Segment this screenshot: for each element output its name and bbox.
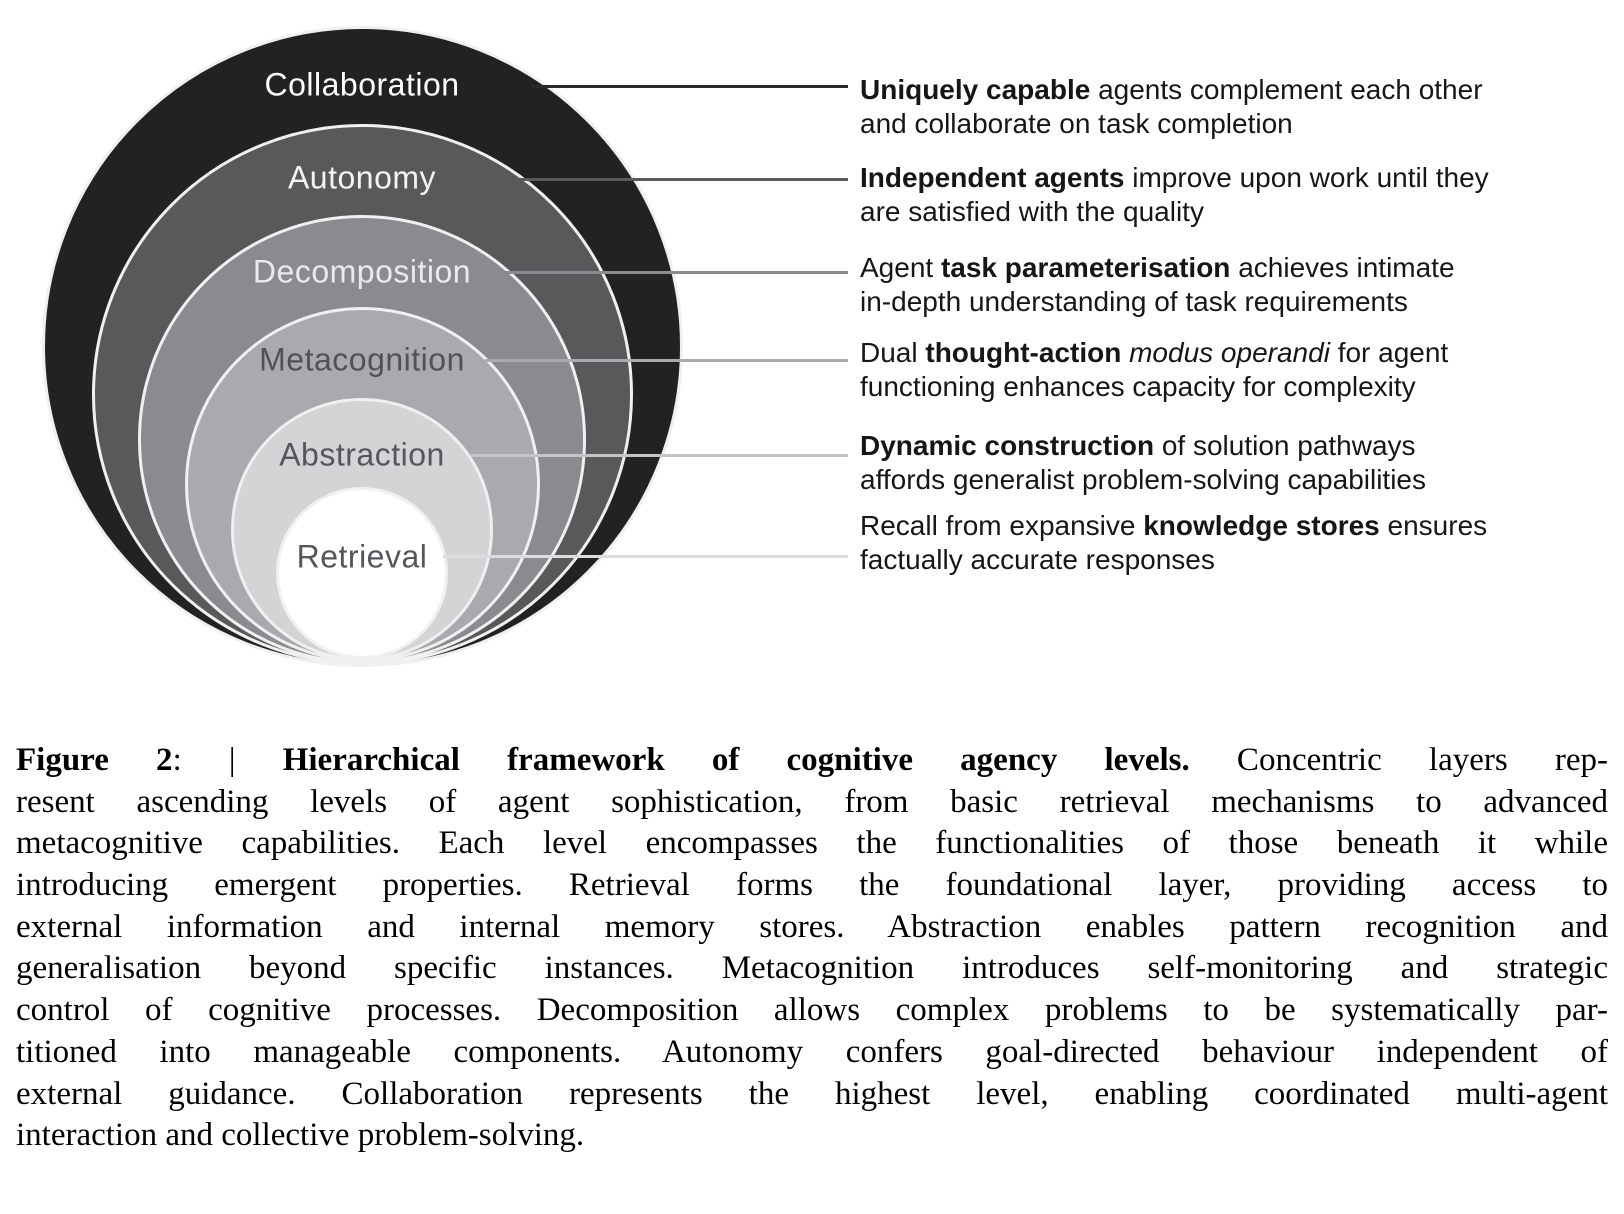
leader-line-decomposition xyxy=(505,271,848,274)
text-run: achieves intimate xyxy=(1230,252,1455,283)
text-run: knowledge stores xyxy=(1143,510,1380,541)
caption-line xyxy=(16,782,1608,824)
caption-line xyxy=(16,865,1608,907)
text-run: Figure 2 xyxy=(16,742,173,778)
description-line xyxy=(860,429,1426,463)
description-line xyxy=(860,336,1448,370)
layer-label-collaboration: Collaboration xyxy=(264,66,460,103)
leader-line-collaboration xyxy=(531,85,848,88)
description-decomposition xyxy=(860,251,1455,319)
caption-line xyxy=(16,948,1608,990)
text-run: metacognitive capabilities. Each level encompasses the functionalities of those beneath it while xyxy=(16,825,1608,862)
text-run: Independent agents xyxy=(860,162,1125,193)
text-run: Dynamic construction xyxy=(860,430,1155,461)
text-run: factually accurate responses xyxy=(860,544,1215,575)
description-line xyxy=(860,107,1483,141)
text-run: : | xyxy=(172,742,283,778)
text-run: for agent xyxy=(1329,337,1449,368)
text-run: and collaborate on task completion xyxy=(860,108,1293,139)
description-line xyxy=(860,73,1483,107)
description-metacognition xyxy=(860,336,1448,404)
text-run: task parameterisation xyxy=(940,252,1231,283)
text-run: affords generalist problem-solving capabilities xyxy=(860,464,1427,495)
layer-label-metacognition: Metacognition xyxy=(259,341,465,378)
description-line xyxy=(860,285,1455,319)
description-line xyxy=(860,509,1487,543)
leader-line-abstraction xyxy=(471,454,848,457)
figure-caption xyxy=(16,740,1608,1157)
layer-label-autonomy: Autonomy xyxy=(287,159,437,196)
caption-line xyxy=(16,823,1608,865)
text-run: control of cognitive processes. Decomposition allows complex problems to be systematically par- xyxy=(16,992,1608,1029)
description-line xyxy=(860,543,1487,577)
description-autonomy xyxy=(860,161,1489,229)
caption-line xyxy=(16,1115,1608,1157)
text-run: titioned into manageable components. Autonomy confers goal-directed behaviour independent of xyxy=(16,1033,1608,1070)
text-run: Concentric layers rep- xyxy=(1189,742,1608,778)
description-collaboration xyxy=(860,73,1483,141)
text-run: improve upon work until they xyxy=(1124,162,1489,193)
text-run: external information and internal memory stores. Abstraction enables pattern recognition and xyxy=(16,908,1608,945)
text-run: ensures xyxy=(1379,510,1488,541)
leader-line-metacognition xyxy=(485,359,848,362)
text-run xyxy=(1121,337,1129,368)
leader-line-retrieval xyxy=(443,555,848,558)
text-run: Agent xyxy=(860,252,941,283)
caption-line xyxy=(16,1032,1608,1074)
text-run: Uniquely capable xyxy=(860,74,1091,105)
description-retrieval xyxy=(860,509,1487,577)
text-run: introducing emergent properties. Retrieval forms the foundational layer, providing access to xyxy=(16,867,1608,904)
layer-label-abstraction: Abstraction xyxy=(279,436,445,473)
text-run: are satisfied with the quality xyxy=(860,196,1204,227)
text-run: functioning enhances capacity for complexity xyxy=(860,371,1416,402)
description-line xyxy=(860,195,1489,229)
text-run: thought-action xyxy=(925,337,1122,368)
text-run: in-depth understanding of task requirements xyxy=(860,286,1408,317)
text-run: agents complement each other xyxy=(1090,74,1483,105)
layer-label-decomposition: Decomposition xyxy=(252,253,472,290)
caption-line xyxy=(16,1074,1608,1116)
description-line xyxy=(860,463,1426,497)
leader-line-autonomy xyxy=(517,178,848,181)
caption-line xyxy=(16,990,1608,1032)
caption-line xyxy=(16,740,1608,782)
text-run: Recall from expansive xyxy=(860,510,1144,541)
layer-label-retrieval: Retrieval xyxy=(296,538,428,575)
description-line xyxy=(860,370,1448,404)
text-run: external guidance. Collaboration represents the highest level, enabling coordinated multi-agent xyxy=(16,1075,1608,1112)
text-run: Dual xyxy=(860,337,926,368)
caption-line xyxy=(16,907,1608,949)
text-run: of solution pathways xyxy=(1154,430,1416,461)
text-run: Hierarchical framework of cognitive agency levels. xyxy=(282,742,1190,778)
text-run: modus operandi xyxy=(1129,337,1330,368)
text-run: resent ascending levels of agent sophistication, from basic retrieval mechanisms to advanced xyxy=(16,783,1608,820)
description-abstraction xyxy=(860,429,1426,497)
description-line xyxy=(860,251,1455,285)
text-run: generalisation beyond specific instances. Metacognition introduces self-monitoring and strategic xyxy=(16,950,1608,987)
text-run: interaction and collective problem-solving. xyxy=(16,1117,585,1154)
description-line xyxy=(860,161,1489,195)
